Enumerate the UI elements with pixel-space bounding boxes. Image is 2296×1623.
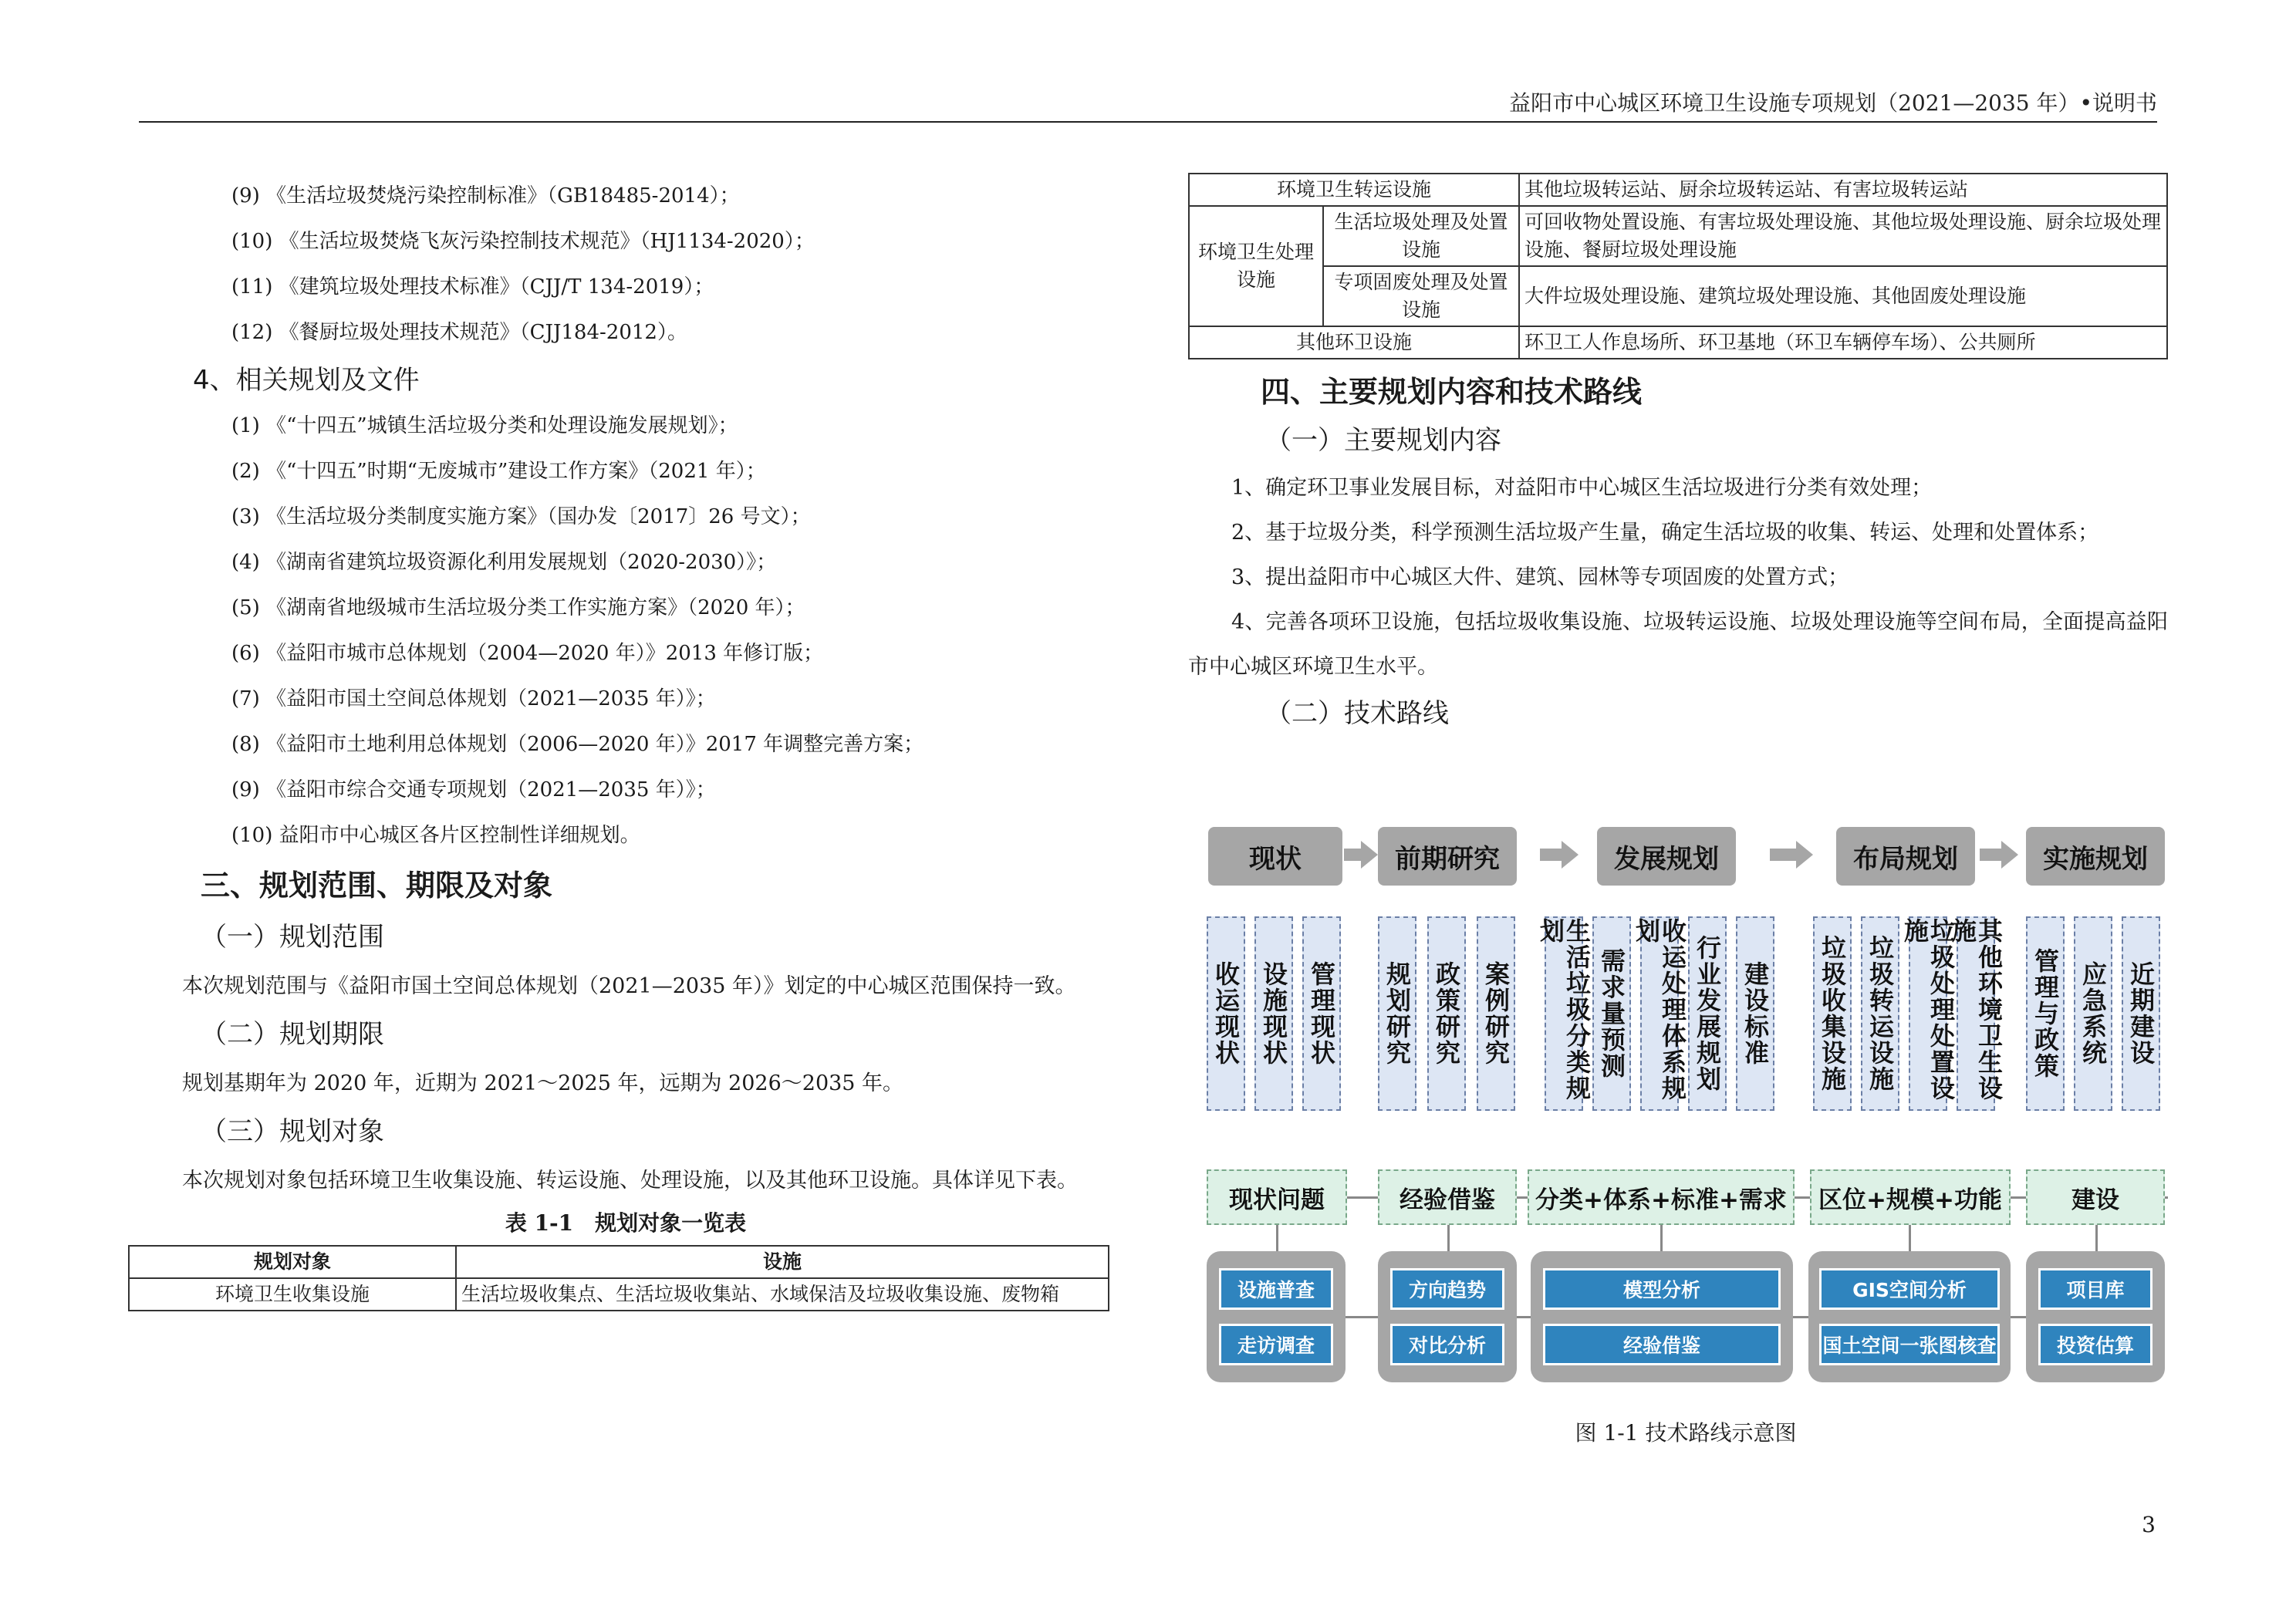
table-row [1189,174,2167,206]
list-item: (5) 《湖南省地级城市生活垃圾分类工作实施方案》（2020 年）； [231,596,805,619]
task-box: 收运现状 [1207,916,1245,1111]
method-pill: 投资估算 [2038,1324,2152,1365]
method-pill: 对比分析 [1390,1324,1504,1365]
tech-route-heading: （二）技术路线 [1265,698,1449,729]
list-item: (6) 《益阳市城市总体规划（2004—2020 年）》2013 年修订版； [231,642,824,665]
methods-panel [1378,1251,1517,1382]
list-item: (10) 益阳市中心城区各片区控制性详细规划。 [231,824,640,847]
related-plans-heading: 4、相关规划及文件 [193,365,420,396]
main-content-heading: （一）主要规划内容 [1265,425,1501,456]
method-pill: 方向趋势 [1390,1268,1504,1310]
task-box: 规划研究 [1378,916,1416,1111]
table-cell: 可回收物处置设施、有害垃圾处理设施、其他垃圾处理设施、厨余垃圾处理设施、餐厨垃圾处理设施 [1519,206,2167,266]
task-box: 其他环境卫生设施 [1957,916,1995,1111]
task-box: 政策研究 [1427,916,1466,1111]
connector-line [1660,1225,1663,1253]
section-3-heading: 三、规划范围、期限及对象 [201,869,553,903]
list-item: (9) 《益阳市综合交通专项规划（2021—2035 年）》； [231,778,716,801]
methods-panel [2026,1251,2165,1382]
table-cell: 专项固废处理及处置设施 [1323,266,1519,326]
method-pill: GIS空间分析 [1819,1268,2000,1310]
method-pill: 走访调查 [1219,1324,1333,1365]
table-row [1189,266,2167,326]
list-item: (7) 《益阳市国土空间总体规划（2021—2035 年）》； [231,687,716,710]
standards-list [139,177,1113,359]
table-cell: 生活垃圾收集点、生活垃圾收集站、水域保洁及垃圾收集设施、废物箱 [456,1278,1109,1311]
output-box: 分类+体系+标准+需求 [1528,1169,1795,1225]
phase-implementation: 实施规划 [2026,827,2165,886]
task-box: 垃圾收集设施 [1813,916,1852,1111]
list-item: (3) 《生活垃圾分类制度实施方案》（国办发〔2017〕26 号文）； [231,505,811,528]
output-box: 现状问题 [1207,1169,1347,1225]
method-pill: 国土空间一张图核查 [1819,1324,2000,1365]
object-paragraph: 本次规划对象包括环境卫生收集设施、转运设施、处理设施，以及其他环卫设施。具体详见下表。 [182,1169,1078,1193]
left-column [139,177,1113,1311]
table-cell: 生活垃圾处理及处置设施 [1323,206,1519,266]
task-box: 管理与政策 [2026,916,2065,1111]
list-item: (2) 《“十四五”时期“无废城市”建设工作方案》（2021 年）； [231,460,766,483]
method-pill: 经验借鉴 [1543,1324,1781,1365]
method-pill: 设施普查 [1219,1268,1333,1310]
content-item: 1、确定环卫事业发展目标，对益阳市中心城区生活垃圾进行分类有效处理； [1231,476,1933,500]
table-row [1189,206,2167,266]
task-box: 垃圾转运设施 [1861,916,1899,1111]
connector-line [1447,1225,1450,1253]
methods-panel [1531,1251,1793,1382]
output-box: 区位+规模+功能 [1810,1169,2011,1225]
connector-line [1909,1225,1911,1253]
page-number: 3 [2142,1512,2156,1537]
phase-status: 现状 [1208,827,1342,886]
plan-objects-table-continued [1188,173,2168,359]
scope-heading: （一）规划范围 [201,922,384,953]
list-item: (11) 《建筑垃圾处理技术标准》（CJJ/T 134-2019）； [231,275,714,299]
phase-development: 发展规划 [1597,827,1736,886]
table-header-cell: 规划对象 [129,1246,456,1278]
content-item: 4、完善各项环卫设施，包括垃圾收集设施、垃圾转运设施、垃圾处理设施等空间布局，全面提高益阳市中心城区环境卫生水平。 [1188,610,2168,679]
task-box: 行业发展规划 [1688,916,1727,1111]
table-cell: 环卫工人作息场所、环卫基地（环卫车辆停车场）、公共厕所 [1519,326,2167,359]
section-4-heading: 四、主要规划内容和技术路线 [1261,375,1643,409]
table-row [1189,326,2167,359]
task-box: 垃圾处理处置设施 [1909,916,1947,1111]
table-header-row [129,1246,1109,1278]
list-item: (4) 《湖南省建筑垃圾资源化利用发展规划（2020-2030）》； [231,551,777,574]
task-box: 需求量预测 [1592,916,1631,1111]
task-box: 设施现状 [1254,916,1293,1111]
connector-line [2095,1225,2098,1253]
task-box: 管理现状 [1302,916,1341,1111]
list-item: (1) 《“十四五”城镇生活垃圾分类和处理设施发展规划》； [231,414,738,437]
period-paragraph: 规划基期年为 2020 年，近期为 2021～2025 年，远期为 2026～2035 年。 [182,1071,904,1095]
right-column [1188,173,2168,731]
header-rule [139,121,2157,123]
connector-line [1276,1225,1278,1253]
content-item: 3、提出益阳市中心城区大件、建筑、园林等专项固废的处置方式； [1231,565,1849,589]
table-cell: 环境卫生转运设施 [1189,174,1519,206]
plan-objects-table [128,1245,1109,1311]
list-item: (12) 《餐厨垃圾处理技术规范》（CJJ184-2012）。 [231,321,687,344]
task-box: 收运处理体系规划 [1640,916,1679,1111]
task-box: 建设标准 [1736,916,1774,1111]
table-cell: 其他环卫设施 [1189,326,1519,359]
table-header-cell: 设施 [456,1246,1109,1278]
table-title: 表 1-1 规划对象一览表 [505,1210,747,1236]
running-header: 益阳市中心城区环境卫生设施专项规划（2021—2035 年）•说明书 [1509,90,2157,116]
table-cell: 其他垃圾转运站、厨余垃圾转运站、有害垃圾转运站 [1519,174,2167,206]
object-heading: （三）规划对象 [201,1116,384,1147]
output-box: 建设 [2026,1169,2165,1225]
related-plans-list [139,407,1113,862]
methods-panel [1808,1251,2011,1382]
table-cell: 大件垃圾处理设施、建筑垃圾处理设施、其他固废处理设施 [1519,266,2167,326]
tech-route-diagram [1204,824,2168,1395]
method-pill: 模型分析 [1543,1268,1781,1310]
task-box: 近期建设 [2122,916,2160,1111]
phase-research: 前期研究 [1378,827,1517,886]
list-item: (9) 《生活垃圾焚烧污染控制标准》（GB18485-2014）； [231,184,740,208]
list-item: (8) 《益阳市土地利用总体规划（2006—2020 年）》2017 年调整完善方案； [231,733,924,756]
period-heading: （二）规划期限 [201,1019,384,1050]
content-item: 2、基于垃圾分类，科学预测生活垃圾产生量，确定生活垃圾的收集、转运、处理和处置体系； [1231,521,2099,545]
output-box: 经验借鉴 [1378,1169,1517,1225]
figure-caption: 图 1-1 技术路线示意图 [1575,1420,1797,1446]
methods-panel [1207,1251,1346,1382]
phase-layout: 布局规划 [1836,827,1975,886]
task-box: 生活垃圾分类规划 [1545,916,1583,1111]
table-cell: 环境卫生收集设施 [129,1278,456,1311]
table-row [129,1278,1109,1311]
task-box: 案例研究 [1477,916,1515,1111]
scope-paragraph: 本次规划范围与《益阳市国土空间总体规划（2021—2035 年）》划定的中心城区范围保持一致。 [182,974,1076,998]
task-box: 应急系统 [2074,916,2112,1111]
list-item: (10) 《生活垃圾焚烧飞灰污染控制技术规范》（HJ1134-2020）； [231,230,815,253]
method-pill: 项目库 [2038,1268,2152,1310]
table-cell: 环境卫生处理设施 [1189,206,1323,326]
